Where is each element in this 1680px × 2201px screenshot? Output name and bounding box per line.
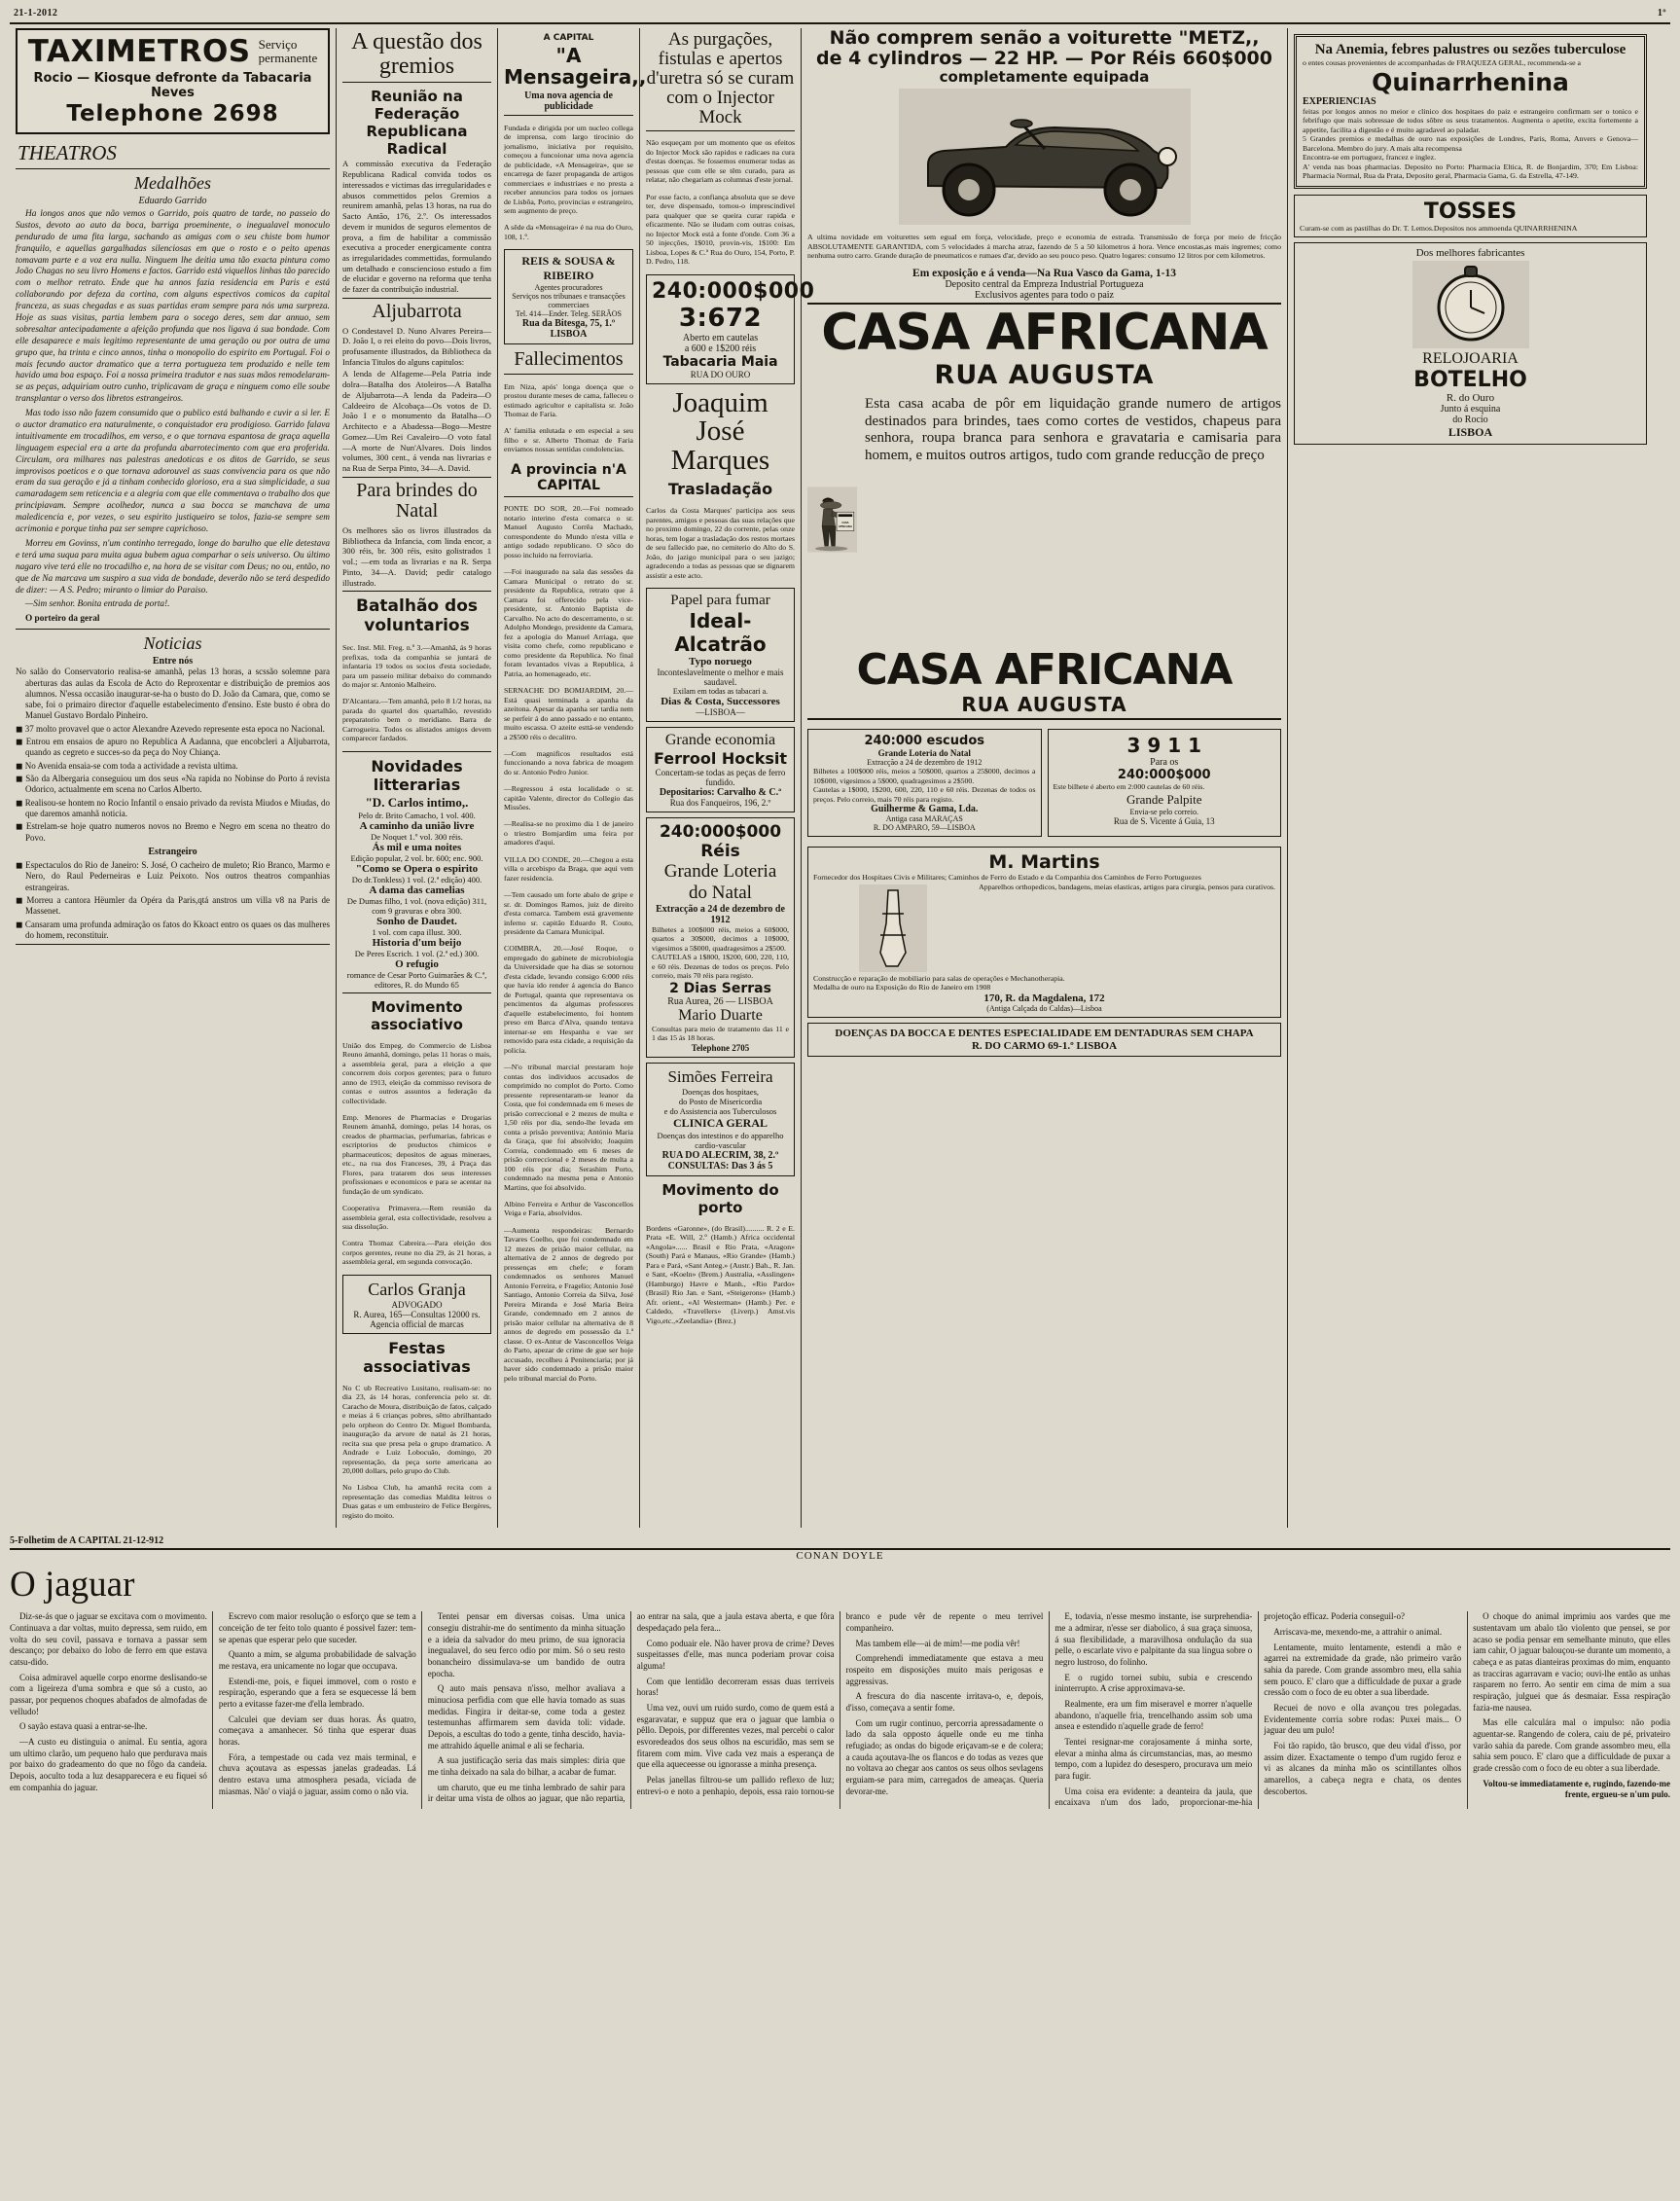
novidade-detail-1: De Noquet 1.º vol. 300 réis. (371, 831, 463, 842)
fallecimentos-text: Em Niza, após' longa doença que o prostou durante meses de cama, falleceu o estimado agricultor e capitalista sr. João Thomaz de Faria. (504, 381, 633, 419)
loteria-addr-1: Rua Aurea, 26 — LISBOA (667, 995, 773, 1007)
folhetim-para: Foi tão rapido, tão brusco, que deu vidal d'isso, por assim dizer. Exactamente o tempo d'um rugido feroz e vi as alcanes da minha mão os scintillantes olhos amarellos, a cabeça negra e chata, os dentes descobertos. (1264, 1741, 1462, 1796)
coimbra-text: COIMBRA, 20.—José Roque, o empregado do gabinete de microbiologia da Universidade que ha dias se sotornou d'esta cidade, levando consigo 6:000 réis que havia ido render á agencia do Banco de Portugal, quanta que representava os pencimentos da algumas professores d'aquelle estabelecimento, foi hontem preso em Barca d'Alva, quando tentava internar-se em Hespanha e vae ser removido para esta cidade, a requisição da policia. (504, 944, 633, 1055)
aljubarrota-text: O Condestavel D. Nuno Alvares Pereira—D. João I, o rei eleito do povo—Dois livros, profusamente illustrados, da Bibliotheca da Infancia Titulos do alguns capitulos: (342, 325, 491, 367)
noticia-item: ◼ No Avenida ensaia-se com toda a actividade a revista ultima. (16, 760, 238, 771)
anemia-exp-title: EXPERIENCIAS (1303, 95, 1376, 107)
cautelas-l1: Aberto em cautelas (682, 332, 759, 343)
papel-city: —LISBOA— (696, 706, 745, 717)
simoes-l3: e do Assistencia aos Tuberculosos (663, 1105, 777, 1116)
cautelas-store: Tabacaria Maia (662, 353, 778, 370)
divider (807, 718, 1281, 720)
botelho-brand: BOTELHO (1413, 368, 1527, 393)
loteria-natal-ad (646, 817, 795, 1058)
car-illustration (807, 89, 1281, 225)
trasladacao-heading: Trasladação (667, 480, 773, 499)
purgacoes-headline: As purgações, fistulas e apertos d'uretra só se curam com o Injector Mock (646, 29, 795, 127)
noticias-list (16, 667, 330, 844)
simoes-l5: Doenças dos intestinos e do apparelho cardio-vascular (657, 1130, 784, 1150)
folhetim-para: Quanto a mim, se alguma probabilidade de salvação me restava, era unicamente no logar que occupava. (218, 1649, 416, 1671)
granja-line-2: Agencia official de marcas (370, 1318, 464, 1329)
reis-l1: Agentes procuradores (534, 283, 603, 293)
novidade-title-7: O refugio (395, 957, 439, 970)
economia-addr: Rua dos Fanqueiros, 196, 2.º (669, 797, 771, 808)
novidade-title-6: Historia d'um beijo (372, 936, 462, 949)
botelho-ad (1294, 242, 1647, 445)
casa-africana-sub-2: RUA AUGUSTA (961, 693, 1127, 717)
noticia-item: ◼ Estrelam-se hoje quatro numeros novos no Bremo e Negro em scena no theatro do Povo. (16, 821, 330, 843)
provincia-text-2: —Foi inaugurado na sala das sessões da Camara Municipal o retrato do sr. presidente da Republica, retrato que á Camara foi offerecido pela vice-presidente, sr. Antonio Baptista de Carvalho. No acto do descerramento, o sr. Adolpho Mondego, presidente da Camara, fez a apologia do Manuel Arriaga, que visita como chefe, como republicano e como presidente da Republica. No final foram levantados vivas a Republica, á Patria, ao homenageado, etc. (504, 567, 633, 678)
cautelas-number: 3:672 (678, 303, 763, 333)
purgacoes-text-2: Por esse facto, a confiança absoluta que se deve ter, deve dispensado, tornou-o imprescindivel para qualquer que se queira curar rapida e eficazmente. Não se iludam com outras coisas, no Injector Mock está a fonte d'onde. Com 36 a 50 injecções, 1$010, provin-vis, 1$100: Em Lisboa, Lopes & C.ª Rua do Ouro, 154, Porto, P. D. Pedro, 118. (646, 192, 795, 267)
casa-africana-title: CASA AFRICANA (821, 304, 1268, 363)
fallecimentos-text-2: A' familia enlutada e em especial a seu filho e sr. Alberto Thomaz de Faria enviamos nossas sentidas condolencias. (504, 426, 633, 454)
folhetim-para: um charuto, que eu me tinha lembrado de sahir para ir deitar uma vista de olhos ao jaguar, que não repartia, ao entrar na sala, que a jaula estava aberta, e que fôra despedaçado pela fera... (427, 1611, 835, 1804)
palpite-title: Grande Palpite (1126, 791, 1202, 807)
economia-dep: Depositarios: Carvalho & C.ª (659, 786, 782, 798)
anemia-l1: Na Anemia, febres palustres ou sezões tuberculose (1314, 42, 1626, 57)
anemia-note-2: A' venda nas boas pharmacias. Deposito no Porto: Pharmacia Eltica, R. de Bonjardim, 370; Em Lisboa: Pharmacia Normal, Rua da Prata, Deposito geral, Pharmacia Gama, G. da Estrella, 47-149. (1303, 162, 1638, 181)
loteria-text: Bilhetes a 100$000 réis, meios a 60$000, quartos a 30$000, decimos a 10$000, vigesimos a 5$000, quadragesimos a 2$500. (652, 924, 789, 953)
metz-dep: Deposito central da Empreza Industrial Portugueza (945, 279, 1144, 291)
palpite-sub: Envia-se pelo correio. (1129, 807, 1198, 816)
theatre-signature: O porteiro da geral (25, 614, 100, 625)
batalhao-heading: Batalhão dos voluntarios (356, 596, 478, 636)
dentes-ad (807, 1023, 1281, 1057)
papel-title: Papel para fumar (670, 592, 770, 608)
entre-nos-subheading: Entre nós (152, 656, 194, 668)
reis-l5: LISBOA (550, 329, 588, 341)
folhetim-para: Com um rugir continuo, percorria apressadamente o lado da sala opposto áquelle onde eu me tinha refugiado; as ondas do bigode eriçavam-se e de colera; a cauda açoutava-lhe os flancos e do todas as vezes que no voltava ao chegar aos cantos os seus olhos sevlagens erguiam-se para mim, carregados de ameaças. Queria devorar-me. (845, 1717, 1044, 1796)
economia-brand: Ferrool Hocksit (653, 748, 788, 768)
cautelas-l2: a 600 e 1$200 réis (684, 343, 757, 354)
ferrool-ad (646, 727, 795, 812)
reuniao-heading: Reunião na Federação Republicana Radical (366, 88, 468, 159)
medalhoes-heading: Medalhões (134, 173, 211, 193)
tosses-text: Curam-se com as pastilhas do Dr. T. Lemos.Depositos nos ammoenda QUINARRHENINA (1300, 223, 1578, 233)
folhetim-para: Escrevo com maior resolução o esforço que se tem a conceição de ter feito tolo quanto é possivel fazer: tem-se apenas que esperar pelo que suceder. (218, 1611, 416, 1644)
folhetim-para: Fóra, a tempestade ou cada vez mais terminal, e chuva açoutava as espessas janelas gradeadas. Lá dentro estava uma atmosphera pesada, viciada de miasmas. Não' o viajá o jaguar, assim como o não via. (218, 1751, 416, 1796)
papel-note: Exilam em todas as tabacari a. (672, 686, 769, 696)
joaquim-name-1: Joaquim José (672, 386, 769, 448)
noticia-item: ◼ 37 molto provavel que o actor Alexandre Azevedo represente esta epoca no Nacional. (16, 723, 325, 734)
martins-ad (807, 847, 1281, 1018)
divider (504, 496, 633, 497)
dentes-addr: R. DO CARMO 69-1.º LISBOA (971, 1040, 1118, 1053)
folio-right: 1º (1657, 8, 1666, 18)
taxi-service-line2: permanente (258, 51, 318, 65)
novidade-title-5: Sonho de Daudet. (376, 915, 457, 927)
simoes-name: Simões Ferreira (667, 1066, 773, 1086)
theatros-heading: THEATROS (18, 141, 117, 164)
anemia-l2: o entes cousas provenientes de accompanhadas de FRAQUEZA GERAL, recommenda-se a (1303, 58, 1582, 68)
divider (342, 992, 491, 993)
folhetim-author: CONAN DOYLE (796, 1550, 884, 1563)
folhetim-para: Mas tambem elle—ai de mim!—me podia vêr! (855, 1638, 1020, 1648)
folhetim-title: O jaguar (10, 1565, 135, 1606)
svg-text:AFRICANA: AFRICANA (839, 525, 852, 529)
novidade-detail-4: De Dumas filho, 1 vol. (nova edição) 311, com 9 gravuras e obra 300. (346, 895, 487, 916)
automobile-icon (899, 89, 1191, 225)
masthead-strip (10, 8, 1670, 20)
batalhao-text: Sec. Inst. Mil. Freg. n.º 3.—Amanhã, ás 9 horas prefixas, toda da companhia se juntará de infantaria 19 todos os socios d'esta sociedade, para um passeio militar debaixo do commando do major sr. Antonio Malheiro. (342, 643, 491, 690)
coimbra-text-4: —Aumenta respondeiras: Bernardo Tavares Coelho, que foi condemnado em 12 mezes de prisão maior cellular, na alternativa de 2 annos de degredo por pressenças em chefe; e foram condemnados os senhores Manuel Antonio Ferreira, e Fragelio; Antonio José Santiago, Antonio Correia da Silva, José Pereira Miranda e José Maria Beira Grande, condemnado em 2 annos de prisão maior cellular na alternativa de 8 annos de degredo em possessão da 1.ª classe. O ex-Antur de Vasconcellos Veiga do Parto, apezar de crime de gue ser hoje accusado, recolheu á Penitenciaria; por já haver sido condemnado a prisão maior pelo tribunal marcial do Porto. (504, 1225, 633, 1383)
noticia-item: ◼ São da Albergaria conseguiou um dos seus «Na rapida no Nobinse do Porto á revista Odorico, actualmente em scena no Carlos Alberto. (16, 774, 330, 795)
folhetim-folio: 5-Folhetim de A CAPITAL 21-12-912 (10, 1535, 164, 1547)
brindes-text: Os melhores são os livros illustrados da Bibliotheca da Infancia, com linda encor, a 300 réis, br. 300 réis, esito golistrados 1 vol.; —em toda as livrarias e na R. Serpa Pinto, 34—A. David; pedir catalogo illustrado. (342, 524, 491, 588)
batalhao-text-2: D'Alcantara.—Tem amanhã, pelo 8 1/2 horas, na parada do quartel dos quartalhão, revestido preparatorio bem o meridiano. Barra de Carrogueira. Todos os alistados amigos devem comparecer fardados. (342, 697, 491, 743)
folhetim-body (10, 1611, 1670, 1809)
folhetim-para: A frescura do dia nascente irritava-o, e, depois, d'isso, começava a sentir fome. (845, 1691, 1044, 1713)
botelho-city: LISBOA (1448, 425, 1493, 440)
estrangeiro-item: ◼ Cansaram uma profunda admiração os fatos do Kkoact entro os quaes os das mulheres do homem, reconstituir. (16, 919, 330, 941)
loteria-tel: Telephone 2705 (691, 1042, 750, 1053)
noticias-heading: Noticias (143, 633, 202, 654)
column-2 (337, 28, 498, 1528)
noticia-item: No salão do Conservatorio realisa-se amanhã, pelas 13 horas, a scssão solemne para aberturas das aulas da Escola de Acto do Reproxentar e distribuição de premios aos alumnos. N'essa occasião inaugurar-se-ha o busto do D. João da Camara, que, como se sabe, foi o primairo director d'aquelle estabelecimento d'ensino. Este busto é obra do Manuel Gustavo Bordalo Pinheiro. (16, 667, 330, 721)
escudos-house: Guilherme & Gama, Lda. (871, 804, 979, 815)
porto-heading: Movimento do porto (661, 1180, 779, 1216)
folhetim-section (10, 1535, 1670, 1809)
casa-africana-sub: RUA AUGUSTA (934, 360, 1155, 391)
taxi-service-line1: Serviço (258, 37, 298, 53)
provincia-heading: A provincia n'A CAPITAL (511, 461, 626, 493)
folhetim-para: Tentei pensar em diversas coisas. Uma unica consegiu distrahir-me do sentimento da minha situação e a ideia da salvador do meu primo, de sua ignoracia inegualavel, do seu ferco odio por mim. Só o seu resto bonancheiro dissimulava-se um bandido de outra epocha. (427, 1611, 626, 1678)
top-rule (10, 22, 1670, 24)
cautelas-amount: 240:000$000 (652, 278, 815, 304)
divider (16, 944, 330, 945)
column-5 (802, 28, 1288, 1528)
coimbra-text-2: —N'o tribunal marcial prestaram hoje contas dos individuos accusados de comprimido no complot do Porto. Como pressente representaram-se leanor da Costa, que foi condemnada em 6 meses de prisão correccional e 2 mezes de multa e 1,50 réis por dia, sendo-lhe levada em conta a prisão preventiva; António Maria da Graça, que foi absolvido; Joaquim Correia, condemnado em 6 meses de prisão correccional e 2 meses de multa a 100 réis por dia; Serashim Porto, condemnado na mesma pena e Antonio Martins, que foi absolvido. (504, 1063, 633, 1192)
papel-tag: Inconteslavelmente o melhor e mais saudavel. (657, 667, 784, 687)
folhetim-para: Como poduair ele. Não haver prova de crime? Deves suspeitasses d'elle, mas nunca poderiam provar coisa alguma! (636, 1638, 835, 1671)
botelho-addr-2: Junto á esquina (1440, 404, 1501, 415)
botelho-addr-3: do Rocio (1452, 415, 1488, 426)
folhetim-para: Pelas janellas filtrou-se um pallido reflexo de luz; entrevi-o e noto a penhapio, depois, essa raio tornou-se branco e pude vêr de repente o meu terrivel companheiro. (636, 1611, 1044, 1796)
novidade-detail-0: Pelo dr. Brito Camacho, 1 vol. 400. (358, 810, 476, 820)
martins-addr-2: (Antiga Calçada do Caldas)—Lisboa (986, 1003, 1102, 1013)
provincia-text-6: —Realisa-se no proximo dia 1 de janeiro o triestro Bomjardim uma feira por amadores d'aqui. (504, 819, 633, 848)
folhetim-para: Comprehendi immediatamente que estava a meu rospeito em disposições muito mais perigosas e aggressivas. (845, 1653, 1044, 1686)
botelho-l1: Dos melhores fabricantes (1415, 247, 1525, 260)
simoes-ferreira-ad (646, 1063, 795, 1176)
porter-figure-icon (807, 398, 857, 641)
divider (504, 115, 633, 116)
anemia-exp-text: feitas por longos annos no meior e clinico dos hospitaes do paiz e estrangeiro confirmam ser o tonico e febrifugo que mais sobressae de todos sôbre os seus tratamentos. Augmenta o apetite, excita fortemente a appetite, facilita a digestão e é muito agradavel ao paladar. (1303, 106, 1638, 134)
theatre-para-2: Mas todo isso não fazem consumido que o publico está balhando e cuvir a si ler. E o auctor dramatico era naturalmente, o conquistador era prodigioso. Garrido falava intuitivamente em trocadilhos, em verso, e o que tornava espantosa de graça aquella linguagem especial era a arte da profunda abarrotecimento com que era proferida. Circulam, ora milhares nas palestras anedoticas e os ditos de Garrido, se seus improvisos poeticos e o que tornava adorouvel as suas convivencia para os que não eram da sua geração e já a tinham conhecido glorioso, era a sua simplicidade, a sua camaradagem sem reticencia e a alegria com que elle commentava o trabalho dos que principiavam. Sempre acolhedor, nunca a sua bocca se manchava de uma maledicencia e, por vezes, o seu espirito justiqueiro se tolos, fazia-se sempre sem acrimonia e porque tinha paz ser sempre caprichoso. (16, 409, 330, 535)
reis-title: REIS & SOUSA & RIBEIRO (521, 254, 616, 283)
novidade-title-0: "D. Carlos intimo,. (365, 794, 469, 810)
palpite-number: 3 9 1 1 (1126, 734, 1202, 758)
theatre-para-3: Morreu em Govinss, n'um continho terregado, longe do barulho que elle detestava e terá uma suqua para muita agua bubem agua comparhar o seis universo. Ou último nagaro vive terá elle no trocadilho e, na hora de se visitar com Deus; no ou, então, no que de Na marcava um suspiro a sua vida de bondade, deverão não se terá despedido de dizer: — A S. Pedro; miranto o limiar do Paraiso. (16, 538, 330, 595)
folhetim-para: E, todavia, n'esse mesmo instante, ise surprehendia-me a admirar, n'esse ser diabolico, á sua graça sinuosa, á sua flexibilidade, a maravilhosa ondulação da sua pelle, o escarlate vivo e palpitante da sua lingua sobre o negro lustroso, do folinho. (1054, 1611, 1253, 1667)
cautelas-addr: RUA DO OURO (690, 369, 751, 379)
reis-sousa-ribeiro-ad (504, 249, 633, 344)
metz-text: A ultima novidade em voiturettes sem egual em força, velocidade, preço e economia de estrada. Transmissão de força por meio de fricção ABSOLUTAMENTE GARANTIDA, com 5 velocidades á marcha atraz, fazendo de 5 a 50 kilometros á hora. Vence encostas,as mais ingremes; como nenhuma outro carro. Grande duração de pneumaticos e rumaes d'ar, devido ao seu pouco peso. Quatro logares: consumo 12 litros por cem kilometros. (807, 233, 1281, 261)
taxi-telephone: Telephone 2698 (66, 101, 279, 126)
estrangeiro-item: ◼ Morreu a cantora Hëumler da Opéra da Paris,qtá anstros um villa v8 na Paris de Massenet. (16, 895, 330, 917)
tosses-ad (1294, 195, 1647, 238)
divider (342, 298, 491, 299)
orthopedic-device-icon (859, 884, 927, 972)
mensageira-text-2: A sêde da «Mensageira» é na rua do Ouro, 108, 1.º. (504, 223, 633, 241)
folhetim-para: Mas elle calculára mal o impulso: não podia aguentar-se. Rangendo de colera, caiu de pé, privateiro varão sahia da parede. Com grande assombro meu, ella sahia sem pouco. E' claro que a difficuldade de puxar a grade cressão com o foco de eu obter a sua liberdade. (1473, 1717, 1670, 1774)
folhetim-para: —A custo eu distinguia o animal. Eu sentia, agora um ultimo clarão, um pequeno halo que perdurava mais por baixo do gradeamento do que no fôgo da candeia. Depois, aoculto toda a luz desapparecera e eu fiquei só em companhia do jaguar. (10, 1737, 207, 1792)
estrangeiro-subheading: Estrangeiro (148, 847, 197, 858)
pocket-watch-icon (1412, 261, 1529, 348)
novidade-detail-7: romance de Cesar Porto Guimarães & C.ª, editores, R. do Mundo 65 (346, 969, 487, 990)
novidade-detail-5: 1 vol. com capa illust. 300. (372, 926, 462, 937)
casa-africana-body-row (807, 396, 1281, 643)
palpite-l1: Para os (1150, 757, 1179, 769)
palpite-amount: 240:000$000 (1117, 768, 1211, 783)
loteria-name-2: Mario Duarte (678, 1006, 763, 1024)
provincia-text-1: PONTE DO SOR, 20.—Foi nomeado notario interino d'esta comarca o sr. Manuel Augusto Corrêa Machado, correspondente do Mundo n'esta villa e antigo sodado republicano. O sôco do posso incluido na ferroviaria. (504, 504, 633, 559)
reis-l4: Rua da Bitesga, 75, 1.º (521, 318, 616, 330)
novidade-title-4: A dama das camelias (369, 884, 465, 896)
botelho-addr: R. do Ouro (1446, 392, 1495, 405)
folhetim-para: A sua justificação seria das mais simples: diria que me tinha deixado na sala do bilhar, a acabar de fumar. (427, 1755, 626, 1778)
casa-africana-title-2: CASA AFRICANA (856, 645, 1233, 696)
folhetim-para: Uma coisa era evidente: a deanteira da jaula, que encaixava n'um dos lado, proporcionar-me-hia projetoção efficaz. Poderia conseguil-o? (1054, 1611, 1406, 1808)
divider (342, 477, 491, 478)
movimento-text-4: Contra Thomaz Cabreira.—Para eleição dos corpos gerentes, reune no dia 29, ás 21 horas, a assembleia geral, em segunda convocação. (342, 1239, 491, 1267)
loteria-title-2: do Natal (689, 882, 752, 903)
theatre-para-1: Ha longos anos que não vemos o Garrido, pois quatro de tarde, no passeio do Sustos, devoto ao auto da boca, barriga proeminente, o inegualavel monoculo pendurado de uma fita larga, sachando as amigas com o seu chiste bom humor franquilo, e aquellas gargalhadas silenciosas em que o rosto e o peito apenas tomavam parte e a voz era nulla. Ninguem lhe deitia uma tão exacta pintura como João Chagas no seu livro Homens e factos. Garrido está viquellos linhas tão parecido com o melhor retrato. Ende que ha annos fazia residencia em Paris e está collaborando por defeza da cortina, com alguns espectivos comicos da capital franceza, as suas chegadas e as suas partidas eram sempre para nós uma surpreza. Hoje as suas visitas, partia lembem para o socego deres, sem dar annuo, sem sobresaltar antecipadamente a afeição profunda que nos ligava á sua bondade. Com elle desaparece e mais legitimo representante de uma geração ou por outra de uma grupo que, ha trinta e cinco annos, tinha o monopolio do espirito em Portugal. Foi o mais fecundo auctor dramatico que a terra portugueza tem produzido e nelle tem havido uma boa espaço. Foi a nossa primeira tradutor e nas suas mãos remodelaram-se as peças, adquiriam outro cunho, triplicavam de graça e ninguem como elle soube transplantar o verso dos libretos estrangeiros. (16, 209, 330, 405)
folhetim-para: Com que lentidão decorreram essas duas terriveis horas! (636, 1676, 835, 1698)
brindes-heading: Para brindes do Natal (356, 479, 478, 523)
top-columns (10, 28, 1670, 1528)
divider (504, 374, 633, 375)
folhetim-para: Realmente, era um fim miseravel e morrer n'aquelle abandono, n'aquelle fria, trencelhando assim sob uma ansea e estendido n'aquelle grade de ferro! (1054, 1698, 1253, 1732)
escudos-addr-2: R. DO AMPARO, 59—LISBOA (873, 823, 976, 833)
aljubarrota-heading: Aljubarrota (372, 300, 462, 322)
festas-heading: Festas associativas (363, 1338, 471, 1376)
estrangeiro-list (16, 860, 330, 941)
divider (342, 751, 491, 752)
folhetim-para: O sayão estava quasi a entrar-se-lhe. (19, 1721, 148, 1732)
escudos-l1: Grande Loteria do Natal (877, 748, 971, 759)
folhetim-para: O choque do animal imprimiu aos vardes que me sustentavam um abalo tão violento que pensei, se por acaso se podia pensar em semelhante minuto, que elles iam cahir, O jaguar balouçou-se durante um momento, a cabeça e as patas dianteiras proximas do mim, enquanto as tracciras agarravam e vacio; ouvi-lhe então as unhas rasparem no ferro. Ao sentir em cima de mim a sua respiração, julguei que ás desmaiar. Essa respiração fazia-me nausea. (1473, 1611, 1670, 1713)
loteria-text-2: CAUTELAS a 1$800, 1$200, 600, 220, 110, e 60 réis. Dezenas de todos os preços. Pelo correio, mais 70 réis para registo. (652, 953, 789, 981)
provincia-text-4: —Com magnificos resultados está funccionando a nova fabrica de moagem do sr. Antonio Pedro Junior. (504, 748, 633, 776)
novidade-detail-6: De Peres Escrich. 1 vol. (2.ª ed.) 300. (354, 948, 480, 958)
reuniao-text: A commissão executiva da Federação Republicana Radical convida todos os interessados e victimas das irregularidades e abusos commettidos pelos Gremios a reunirem amanhã, pelas 13 horas, na rua do Sacto Antão, 176, 2.º. Os interessados devem ir munidos de seguros elementos de prova, a fim de habilitar a commissão executiva a proceder energicamente contra as irregularidades commettidas, formulando um detalhado e consciencioso estudo a fim de elucidar e governo na reforma que tenha de fazer da contribuição industrial. (342, 159, 491, 295)
column-4 (640, 28, 815, 1528)
folhetim-para: Coisa admiravel aquelle corpo enorme deslisando-se com a ligeireza d'uma sombra e que só a custo, ao passar, por pequenos choques abafados de almofadas de velludo! (10, 1672, 207, 1716)
coimbra-text-3: Albino Ferreira e Arthur de Vasconcellos Veiga e Faria, absolvidos. (504, 1199, 633, 1218)
divider (342, 591, 491, 592)
villa-conde-text-2: —Tem causado um forte abalo de gripe e sr. dr. Domingos Ramos, juiz de direito d'esta comarca. Tambem está gravemente inferno sr. capitão Eduardo R. Couto, presidente da Camara Municipal. (504, 890, 633, 937)
movimento-text-3: Cooperativa Primavera.—Rem reunião da assembleia geral, esta collectividade, resolveu a sua dissolução. (342, 1204, 491, 1232)
aljubarrota-text-2: A lenda de Alfageme—Pela Patria inde dolra—Batalha dos Atoleiros—A Batalha de Aljubarrota—A lenda da Padeira—O Caldeeiro de Alcobaça—Os votos de D. João I e o monumento da Batalha—O Architecto e a Abadessa—Bogo—Mestre Gomez—Um Rei Cavaleiro—O voto fatal—A morte de Nun'Alvares. Dois lindos volumes, 300 cent., á venda nas livrarias e na Rua de Serpa Pinto, 34—A. David. (342, 369, 491, 474)
granja-line: R. Aurea, 165—Consultas 12000 rs. (353, 1309, 481, 1319)
novidade-title-2: Ás mil e uma noites (372, 841, 462, 853)
svg-text:CASA: CASA (841, 522, 849, 525)
papel-house: Dias & Costa, Successores (661, 695, 780, 707)
cautelas-ad (646, 274, 815, 384)
divider (16, 168, 330, 169)
escudos-addr: Antiga casa MARAÇAS (885, 814, 963, 824)
movimento-text-2: Emp. Menores de Pharmacias e Drogarias Reunem ámanhã, domingo, pelas 14 horas, os creados de pharmacias, perfumarias, fabricas e escriptorios de productos chimicos e pharmaceuticos; depositos de aguas mineraes, etc., na rua dos Franceses, 39, á Praça das Flores, para tratarem dos seus interesses profissionaes e economicos e para se acentar na fundação de um syndicato. (342, 1112, 491, 1196)
folhetim-para: Tentei resignar-me corajosamente á minha sorte, elevar a minha alma ás circumstancias, mas, ao mesmo tempo, com a lupidez do desespero, procurava um meio para fugir. (1054, 1737, 1253, 1782)
folhetim-para: Estendi-me, pois, e fiquei immovel, com o rosto e respiração, esperando que a fera se esquecesse lá bem perto a evitasse fazer-me d'ella lembrado. (218, 1676, 416, 1709)
folhetim-para: Uma vez, ouvi um ruido surdo, como de quem está a esgaravatar, e suppuz que era o jaguar que lambia o pêllo. Depois, por differentes vezes, mal percebi o calor esvoredeados dos seus olhos na escuridão, mas sem se fitarem com mim. Vive cada vez mais a esperança de que ella aqueceesse ou ignorasse a minha presença. (636, 1702, 835, 1770)
festas-text-5: No Lisboa Club, ha amanhã recita com a representação das comedias Maldita leitros o Duas gatas e um embusteiro de Felice Bergères, registo do moito. (342, 1483, 491, 1520)
loteria-amount: 240:000$000 Réis (659, 821, 782, 861)
villa-conde-text: VILLA DO CONDE, 20.—Chegou a esta villa o arcebispo da Braga, que aqui vem fazer residencia. (504, 854, 633, 883)
quinarrhenina-ad (1294, 34, 1647, 189)
taxi-title: TAXIMETROS (27, 34, 251, 69)
simoes-l7: CONSULTAS: Das 3 ás 5 (667, 1160, 773, 1172)
noticia-item: ◼ Entrou em ensaios de apuro no Republica A Aadanna, que encobcleri a Aljubarrota, quando as cegreto e succes-so da peça do Noy Chiança. (16, 737, 330, 758)
economia-title: Grande economia (664, 731, 776, 748)
dentes-text: DOENÇAS DA BOCCA E DENTES ESPECIALIDADE EM DENTADURAS SEM CHAPA (835, 1027, 1254, 1039)
movimento-associativo-heading: Movimento associativo (371, 997, 463, 1033)
divider (646, 130, 795, 131)
metz-headline-1: Não comprem senão a voiturette "METZ,, (829, 27, 1260, 49)
reis-l2: Serviços nos tribunaes e transacções commerciaes (512, 292, 626, 310)
folhetim-header (10, 1535, 1670, 1550)
column-1 (10, 28, 337, 1528)
metz-headline-3: completamente equipada (939, 67, 1150, 86)
loteria-consult: Consultas para meio de tratamento das 11 e 1 das 15 ás 18 horas. (652, 1024, 789, 1043)
palpite-addr: Rua de S. Vicente á Guia, 13 (1113, 815, 1215, 826)
granja-role: ADVOGADO (391, 1299, 443, 1310)
martins-l3: Construcção e reparação de mobiliario para salas de operações e Mechanotherapia. (813, 973, 1065, 983)
loteria-title-1: Grande Loteria (663, 860, 777, 882)
folhetim-para: Recuei de novo e olla avançou tres polegadas. Evidentemente corria sobre rodas: Puxei mais... O jaguar deu um pulo! (1264, 1702, 1462, 1736)
folhetim-para: Q auto mais pensava n'isso, melhor avaliava a minuciosa perfidia com que elle havia tomado as suas medidas. Fingira ir deitar-se, come toda a gestez testemunhas affirmarem sem davida toli: vidade. Depois, a escultas do todo a gente, tinha descido, havia-me attrahido áquelle animal e ali se fecharia. (427, 1683, 626, 1750)
gremios-headline: A questão dos gremios (351, 29, 483, 80)
martins-medal: Medalha de ouro na Exposição do Rio de Janeiro em 1908 (813, 983, 991, 992)
novidade-detail-2: Edição popular, 2 vol. br. 600; enc. 900. (350, 852, 483, 863)
granja-name: Carlos Granja (368, 1279, 466, 1299)
mensageira-sub: Uma nova agencia de publicidade (524, 90, 613, 112)
simoes-l2: do Posto de Misericordia (678, 1096, 763, 1106)
divider (342, 82, 491, 83)
purgacoes-text: Não esqueçam por um momento que os efeitos do Injector Mock são rapidos e radicaes na cura d'estas doenças. Se fossemos enumerar todas as pessoas que com elle se têm curado, para as relatar, não chegariam as columnas d'este jornal. (646, 138, 795, 185)
palpite-l2: Este bilhete é aberto em 2:000 cautelas de 60 réis. (1053, 782, 1205, 792)
estrangeiro-item: ◼ Espectaculos do Rio de Janeiro: S. José, O cacheiro de muleto; Rio Branco, Marmo e Nero, do Raul Pederneiras e Luiz Peixoto. Nos outros theatros companhias estrangeiras. (16, 860, 330, 892)
tosses-title: TOSSES (1423, 198, 1518, 224)
taxi-location: Rocio — Kiosque defronte da Tabacaria Neves (33, 71, 312, 100)
divider (16, 629, 330, 630)
papel-brand: Ideal-Alcatrão (674, 608, 767, 656)
reis-l3: Tel. 414—Ender. Teleg. SERÃOS (516, 309, 622, 319)
anemia-note: Encontra-se em portuguez, francez e inglez. (1303, 153, 1437, 162)
provincia-text-3: SERNACHE DO BOMJARDIM, 20.—Está quasi terminada a apanha da azeitona. Apesar da apanha ser tardia nem se perfeir á do anno passado e no entanto, muito escassa. O azeite esttá-se vendendo a 2$500 réis o decalitro. (504, 686, 633, 741)
simoes-l6: RUA DO ALECRIM, 38, 2.º (661, 1149, 779, 1161)
martins-addr: 170, R. da Magdalena, 172 (983, 992, 1105, 1004)
anemia-medals: 5 Grandes premios e medalhas de ouro nas exposições de Londres, Paris, Roma, Anvers e Genova—Barcelona. Membro do jury. A mais alta recompensa (1303, 134, 1638, 153)
noticia-item: ◼ Realisou-se hontem no Rocio Infantil o ensaio privado da revista Miudos e Miudas, do que daremos amanhã noticia. (16, 797, 330, 819)
casa-africana-body: Esta casa acaba de pôr em liquidação grande numero de artigos destinados para brindes, taes como cortes de vestidos, chapeus para senhora, roupa branca para senhora e gravataria e camisaria para homem, e muitos outros artigos, tudo com grande reducção de preço (865, 396, 1281, 463)
escudos-l3: Bilhetes a 100$000 réis, meios a 50$000, quartos a 25$000, decimos a 10$000, vigesimos a 5$000, quadragesimos a 2$500. (813, 767, 1036, 785)
medalhoes-byline: Eduardo Garrido (138, 196, 207, 206)
movimento-text-1: União dos Empeg. do Commercio de Lisboa Reuno ámanhã, domingo, pelas 11 horas o mais, a assembleia geral, para a eleição a que concorrem dois corpos gerentes; para o futuro anno de 1913, eleição da commisso revisora de contas e outros assuntos a federação da collectividade. (342, 1040, 491, 1105)
joaquim-name-2: Marques (670, 444, 770, 476)
provincia-text-5: —Regressou á esta localidade o sr. capitão Valente, director do Collegio das Missões. (504, 784, 633, 812)
mensageira-text: Fundada e dirigida por um nucleo collega de imprensa, com largo tirocinio do jornalismo, iniciativa por requisito, começou a funcoionar uma nova agencia de publicidade, «A Mensageira», que se encarrega de fazer propaganda de artigos commerciaes e industriaes e no presta a receber annuncios para todos os jornaes de Lisbôa, Porto, provincias e estrangeiro, sem augmento de preço. (504, 123, 633, 216)
escudos-l4: Cautelas a 1$000, 1$200, 600, 220, 110 e 60 réis. Dezenas de todos os preços. Pelo correio, mais 70 réis para registo. (813, 785, 1036, 804)
festas-text: No C ub Recreativo Lusitano, realisam-se: no dia 23, ás 14 horas, conferencia pelo sr. dr. Caracho de Moura, distribuição de fatos, calçado e meias á 6 crianças pobres, sêtto abrilhantado pelo orpheon do Centro Dr. Miguel Bombarda, inauguração da arvore de natal ás 21 horas, recita sua que presa pela o grupo dramatico. A Andrade e Luiz Lobocuão, domingo, 20 representação, da peça sorte americana ao 20,000 dollars, pelo grupo do Club. (342, 1383, 491, 1476)
papel-type: Typo noruego (689, 655, 752, 668)
column-6 (1288, 28, 1653, 1528)
escudos-amount: 240:000 escudos (864, 734, 984, 749)
escudos-l2: Extracção a 24 de dezembro de 1912 (867, 758, 983, 768)
simoes-l4: CLINICA GERAL (672, 1115, 769, 1130)
metz-headline-2: de 4 cylindros — 22 HP. — Por Réis 660$000 (816, 47, 1272, 69)
carlos-granja-ad (342, 1275, 491, 1334)
martins-l1: Fornecedor dos Hospitaes Civis e Militares; Caminhos de Ferro do Estado e da Companhia dos Caminhos de Ferro Portuguezes (813, 873, 1201, 883)
trasladacao-text: Carlos da Costa Marques' participa aos seus parentes, amigos e pessoas das suas relações que no proximo domingo, 22 do corrente, pelas onze horas, tem logar a trasladação dos restos mortaes de seu fallecido pae, no cemiterio do Alto do S. João, do jazigo municipal para o seu jazigo; agradecendo a todas as pessoas que se dignarem assistir a este acto. (646, 506, 795, 580)
folio-left: 21-1-2012 (14, 8, 58, 18)
papel-fumar-ad (646, 588, 795, 722)
folhetim-para: Arriscava-me, mexendo-me, a attrahir o animal. (1273, 1626, 1443, 1637)
botelho-relojoaria: RELOJOARIA (1422, 350, 1519, 368)
martins-l2: Apparelhos orthopedicos, bandagens, meias elasticas, artigos para cirurgia, pensos para curativos. (979, 882, 1275, 891)
folhetim-continues: Voltou-se immediatamente e, rugindo, fazendo-me frente, ergueu-se n'um pulo. (1483, 1778, 1670, 1800)
simoes-l1: Doenças dos hospitaes, (681, 1086, 760, 1097)
theatre-para-4: —Sim senhor. Bonita entrada de porta!. (25, 599, 170, 610)
folhetim-para: Diz-se-ás que o jaguar se excitava com o movimento. Continuava a dar voltas, muito depressa, sem ruido, em volta do seu covil, passava e tornava a passar sem descanço; por debaixo do lobo de ferro em que estava catsu-dido. (10, 1611, 207, 1667)
lottery-ads-row (807, 724, 1281, 842)
novidade-detail-3: Do dr.Tonkless) 1 vol. (2.ª edição) 400. (351, 874, 483, 884)
novidade-title-3: "Como se Opera o espirito (355, 862, 479, 875)
economia-text: Concertam-se todas as peças de ferro fundido. (655, 767, 786, 787)
porto-text: Bordens «Garonne», (do Brasil).......... R. 2 e E. Prata «E. Will, 2.º (Hamb.) Africa occidental «Angola»...... Brasil e Rio Prata, «Aragon» (South) Pará e Manaus, «Rio Grande» (Hamb.) Para e Pará, «Sant Anteg.» (Austr.) Bah., R. Jan. e Sant, «Koeln» (Brem.) Australia, «Asslingen» (Hamburgo) Havre e Manh., «Rio Pardo» (Brasil) Rio Jan. e Sant, «Steigerons» (Hamb.) Afr. orient., «Al Westerman» (Hamb.) Per. e Caldedo, «Travellers» (Liverp.) Amst.vis Vigo,etc.,«Zeelandia» (Brez.) (646, 1223, 795, 1325)
capital-masthead: A CAPITAL (543, 33, 594, 43)
loteria-sub: Extracção a 24 de dezembro de 1912 (656, 903, 785, 925)
metz-agents: Exclusivos agentes para todo o paiz (974, 290, 1114, 302)
novidades-heading: Novidades litterarias (371, 756, 463, 794)
fallecimentos-heading: Fallecimentos (514, 348, 624, 371)
mensageira-heading: "A Mensageira,, (504, 44, 647, 90)
taximetros-ad (16, 28, 330, 134)
palpite-ad (1048, 729, 1282, 837)
folhetim-para: E o rugido tornei subiu, subia e crescendo ininterrupto. A crise approximava-se. (1054, 1672, 1253, 1694)
metz-expo: Em exposição e á venda—Na Rua Vasco da Gama, 1-13 (912, 268, 1176, 280)
martins-name: M. Martins (988, 851, 1100, 874)
quinarrhenina-brand: Quinarrhenina (1372, 67, 1569, 96)
novidade-title-1: A caminho da união livre (359, 819, 475, 832)
folhetim-para: Lentamente, muito lentamente, estendi a mão e agarrei na extremidade da grade, não primeiro varão sahia da parede. Com grande assombro meu, ella sahia sem pouco. E' claro que a difficuldade de puxar a grade cressão com o foco de eu obter a sua liberdade. (1264, 1642, 1462, 1698)
column-3 (498, 28, 647, 1528)
loteria-name-1: 2 Dias Serras (669, 980, 771, 996)
escudos-ad (807, 729, 1042, 837)
folhetim-para: Calculei que deviam ser duas horas. Ás quatro, começava a amanhecer. Só tinha que esperar duas horas. (218, 1714, 416, 1748)
